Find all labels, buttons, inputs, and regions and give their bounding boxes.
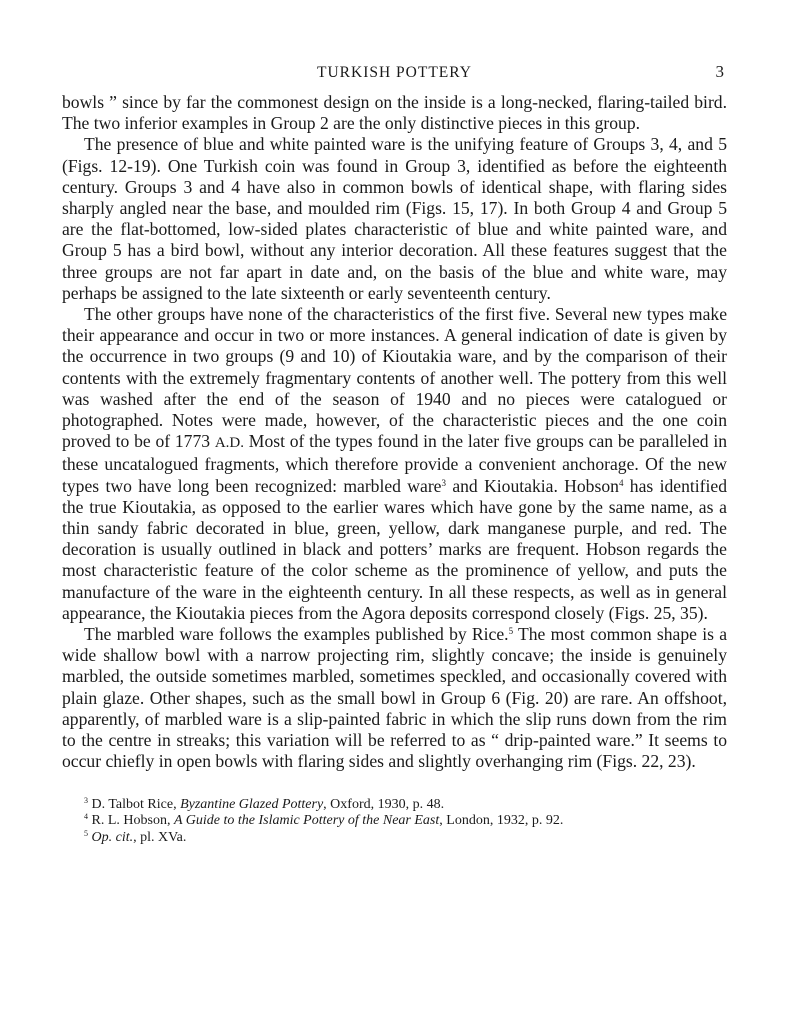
- paragraph-3: [62, 304, 727, 624]
- paragraph-2: The presence of blue and white painted ware is the unifying feature of Groups 3, 4, and 5 (Figs. 12-19). One Turkish coin was found in Group 3, identified as before the eighteenth century. Groups 3 and 4 have also in common bowls of identical shape, with flaring sides sharply angled near the base, and moulded rim (Figs. 15, 17). In both Group 4 and Group 5 are the flat-bottomed, low-sided plates characteristic of blue and white painted ware, and Group 5 has a bird bowl, without any interior decoration. All these features suggest that the three groups are not far apart in date and, on the basis of the blue and white ware, may perhaps be assigned to the late sixteenth or early seventeenth century.: [62, 134, 727, 303]
- page-number: 3: [715, 62, 725, 81]
- running-title: TURKISH POTTERY: [317, 64, 472, 81]
- anno-domini: A.D.: [214, 435, 245, 452]
- footnote-title: Byzantine Glazed Pottery: [180, 796, 324, 812]
- paragraph-3-part-c: and Kioutakia. Hobson: [452, 475, 619, 496]
- body-text: [62, 92, 727, 773]
- paragraph-4: [62, 624, 727, 772]
- footnote-author: R. L. Hobson,: [91, 813, 171, 828]
- running-head: [62, 58, 727, 88]
- footnote-number: 5: [84, 828, 88, 838]
- paragraph-4-part-b: The most common shape is a wide shallow bowl with a narrow projecting rim, slightly concave; the inside is genuinely marbled, the outside sometimes marbled, sometimes speckled, and occasionally covered with plain glaze. Other shapes, such as the small bowl in Group 6 (Fig. 20) are rare. An offshoot, apparently, of marbled ware is a slip-painted fabric in which the slip runs down from the rim to the centre in streaks; this variation will be referred to as “ drip-painted ware.” It seems to occur chiefly in open bowls with flaring sides and slightly overhanging rim (Figs. 22, 23).: [62, 624, 727, 772]
- footnote: [84, 830, 727, 847]
- page: [62, 58, 727, 846]
- paragraph-3-part-b: Most of the types found in the later five groups can be paralleled in these uncatalogued fragments, which therefore provide a convenient anchorage. Of the new types two have long been recognized: marbled ware: [62, 431, 728, 496]
- paragraph-3-part-a: The other groups have none of the characteristics of the first five. Several new types make their appearance and occur in two or more instances. A general indication of date is given by the occurrence in two groups (9 and 10) of Kioutakia ware, and by the comparison of their contents with the extremely fragmentary contents of another well. The pottery from this well was washed after the end of the season of 1940 and no pieces were catalogued or photographed. Notes were made, however, of the characteristic pieces and the one coin proved to be of 1773: [62, 304, 727, 452]
- footnote-ref-3: 3: [441, 477, 446, 488]
- footnote-number: 4: [84, 812, 88, 821]
- footnote-author: D. Talbot Rice,: [91, 796, 177, 812]
- footnotes: [62, 797, 727, 847]
- footnote: [84, 797, 727, 814]
- footnote: [84, 813, 727, 830]
- footnote-number: 3: [84, 795, 88, 805]
- footnote-ref-4: 4: [618, 477, 624, 488]
- footnote-ref-5: 5: [508, 626, 514, 637]
- footnote-citation: , pl. XVa.: [133, 829, 187, 845]
- paragraph-4-part-a: The marbled ware follows the examples published by Rice.: [84, 624, 509, 645]
- footnote-citation: , Oxford, 1930, p. 48.: [323, 796, 445, 812]
- footnote-citation: , London, 1932, p. 92.: [439, 813, 564, 828]
- footnote-title: A Guide to the Islamic Pottery of the Near East: [173, 813, 440, 828]
- footnote-title: Op. cit.: [91, 829, 134, 845]
- paragraph-1: bowls ” since by far the commonest design on the inside is a long-necked, flaring-tailed bird. The two inferior examples in Group 2 are the only distinctive pieces in this group.: [62, 92, 727, 134]
- paragraph-3-part-d: has identified the true Kioutakia, as opposed to the earlier wares which have gone by the same name, as a thin sandy fabric decorated in blue, green, yellow, dark manganese purple, and red. The decoration is usually outlined in black and potters’ marks are frequent. Hobson regards the most characteristic feature of the color scheme as the prominence of yellow, and puts the manufacture of the ware in the eighteenth century. In all these respects, as well as in general appearance, the Kioutakia pieces from the Agora deposits correspond closely (Figs. 25, 35).: [62, 475, 727, 623]
